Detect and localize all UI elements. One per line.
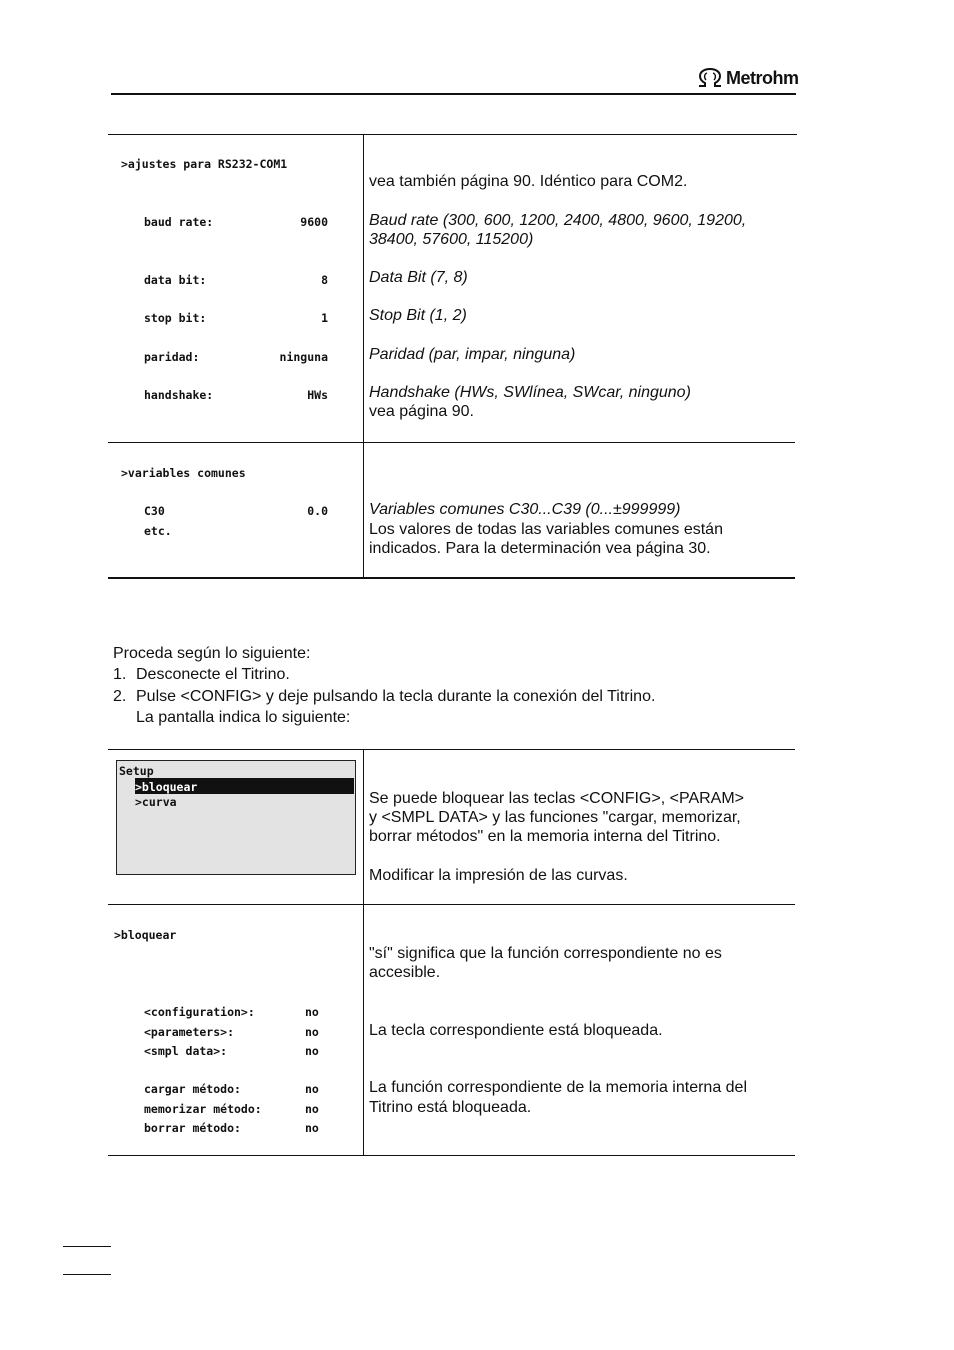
- table1-bottom-rule: [108, 442, 795, 443]
- table3-bottom-rule: [108, 904, 795, 905]
- lock-value: no: [305, 1121, 319, 1135]
- lock-label: <smpl data>:: [144, 1044, 228, 1058]
- menu-item-curva[interactable]: >curva: [135, 795, 177, 809]
- lock-label: cargar método:: [144, 1082, 241, 1096]
- variable-value: 0.0: [307, 504, 328, 518]
- baud-desc: Baud rate (300, 600, 1200, 2400, 4800, 9600, 19200,: [369, 212, 747, 229]
- step-text: Desconecte el Titrino.: [136, 666, 290, 683]
- instructions-intro: Proceda según lo siguiente:: [113, 645, 311, 662]
- lock-label: <configuration>:: [144, 1005, 255, 1019]
- table3-top-rule: [108, 749, 795, 750]
- lock-label: memorizar método:: [144, 1102, 262, 1116]
- lock-value: no: [305, 1102, 319, 1116]
- curva-desc: Modificar la impresión de las curvas.: [369, 867, 628, 884]
- step-text: Pulse <CONFIG> y deje pulsando la tecla durante la conexión del Titrino.: [136, 688, 656, 705]
- param-value: 8: [321, 273, 328, 287]
- rs232-heading: >ajustes para RS232-COM1: [121, 157, 288, 171]
- table1-divider: [363, 134, 364, 577]
- metrohm-logo: [697, 66, 799, 90]
- handshake-desc: Handshake (HWs, SWlínea, SWcar, ninguno): [369, 384, 691, 401]
- stopbit-desc: Stop Bit (1, 2): [369, 307, 467, 324]
- param-label: handshake:: [144, 388, 214, 402]
- menu-item-bloquear[interactable]: >bloquear: [135, 780, 198, 794]
- setup-desc: Se puede bloquear las teclas <CONFIG>, <PARAM>: [369, 790, 745, 807]
- footer-rule: [63, 1246, 111, 1247]
- lock-desc-2: accesible.: [369, 964, 441, 981]
- variables-desc: Variables comunes C30...C39 (0...±999999): [369, 501, 681, 518]
- table3-divider: [363, 749, 364, 1155]
- lock-label: borrar método:: [144, 1121, 241, 1135]
- variable-label: C30: [144, 504, 165, 518]
- metrohm-omega-icon: [697, 68, 723, 88]
- lock-value: no: [305, 1005, 319, 1019]
- memory-lock-desc-2: Titrino está bloqueada.: [369, 1099, 532, 1116]
- variables-desc-2: Los valores de todas las variables comunes están: [369, 521, 723, 538]
- paridad-desc: Paridad (par, impar, ninguna): [369, 346, 576, 363]
- screen-title: Setup: [119, 764, 154, 778]
- table2-bottom-rule: [108, 577, 795, 579]
- variables-heading: >variables comunes: [121, 466, 246, 480]
- variables-desc-3: indicados. Para la determinación vea página 30.: [369, 540, 711, 557]
- param-label: paridad:: [144, 350, 200, 364]
- step-number: 1.: [113, 666, 127, 683]
- param-label: data bit:: [144, 273, 207, 287]
- lock-value: no: [305, 1025, 319, 1039]
- lock-value: no: [305, 1044, 319, 1058]
- table4-bottom-rule: [108, 1155, 795, 1156]
- param-value: ninguna: [279, 350, 328, 364]
- key-lock-desc: La tecla correspondiente está bloqueada.: [369, 1022, 663, 1039]
- param-label: baud rate:: [144, 215, 214, 229]
- bloquear-heading: >bloquear: [114, 928, 177, 942]
- table1-top-rule: [108, 134, 797, 135]
- memory-lock-desc: La función correspondiente de la memoria interna del: [369, 1079, 748, 1096]
- handshake-ref: vea página 90.: [369, 403, 474, 420]
- setup-desc-3: borrar métodos" en la memoria interna del Titrino.: [369, 828, 721, 845]
- param-value: 9600: [300, 215, 328, 229]
- header-rule: [111, 93, 796, 95]
- setup-desc-2: y <SMPL DATA> y las funciones "cargar, memorizar,: [369, 809, 741, 826]
- step-number: 2.: [113, 688, 127, 705]
- lock-label: <parameters>:: [144, 1025, 235, 1039]
- lock-desc: "sí" significa que la función correspondiente no es: [369, 945, 722, 962]
- step-text-cont: La pantalla indica lo siguiente:: [136, 709, 351, 726]
- lock-value: no: [305, 1082, 319, 1096]
- display-screen: [116, 760, 356, 875]
- brand-name: Metrohm: [726, 67, 799, 88]
- databit-desc: Data Bit (7, 8): [369, 269, 468, 286]
- param-value: HWs: [307, 388, 328, 402]
- param-label: stop bit:: [144, 311, 207, 325]
- footer-rule: [63, 1274, 111, 1275]
- rs232-intro: vea también página 90. Idéntico para COM2.: [369, 173, 688, 190]
- baud-desc-cont: 38400, 57600, 115200): [369, 231, 534, 248]
- param-value: 1: [321, 311, 328, 325]
- variable-etc: etc.: [144, 524, 172, 538]
